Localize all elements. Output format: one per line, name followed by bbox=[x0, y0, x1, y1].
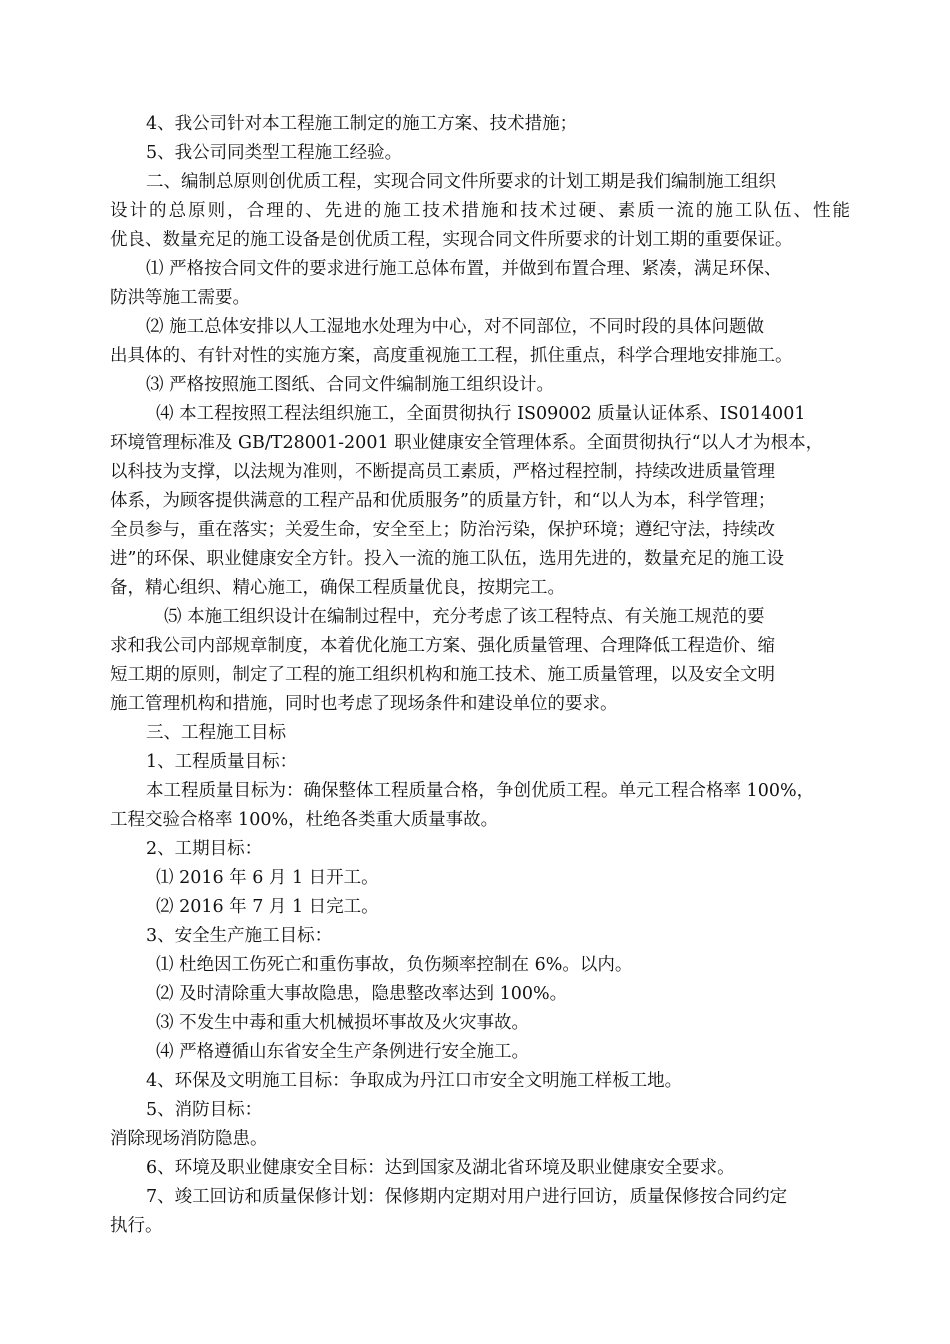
subheading: 4、环保及文明施工目标：争取成为丹江口市安全文明施工样板工地。 bbox=[146, 1071, 683, 1091]
paragraph-line: 工程交验合格率 100%，杜绝各类重大质量事故。 bbox=[110, 810, 499, 830]
paragraph-line: 环境管理标准及 GB/T28001-2001 职业健康安全管理体系。全面贯彻执行“以人才为根本， bbox=[110, 433, 824, 453]
paragraph-line: 本工程质量目标为：确保整体工程质量合格，争创优质工程。单元工程合格率 100%， bbox=[146, 781, 815, 801]
subheading: 7、竣工回访和质量保修计划：保修期内定期对用户进行回访，质量保修按合同约定 bbox=[146, 1187, 788, 1207]
list-item: ⑵ 及时清除重大事故隐患，隐患整改率达到 100%。 bbox=[156, 984, 568, 1004]
subheading: 6、环境及职业健康安全目标：达到国家及湖北省环境及职业健康安全要求。 bbox=[146, 1158, 735, 1178]
list-item: ⑶ 严格按照施工图纸、合同文件编制施工组织设计。 bbox=[146, 375, 555, 395]
section-heading-3: 三、工程施工目标 bbox=[146, 723, 286, 743]
paragraph-line: 设计的总原则，合理的、先进的施工技术措施和技术过硬、素质一流的施工队伍、性能 bbox=[110, 201, 850, 221]
paragraph-line: 4、我公司针对本工程施工制定的施工方案、技术措施； bbox=[146, 114, 578, 134]
paragraph-line: 全员参与，重在落实；关爱生命，安全至上；防治污染，保护环境；遵纪守法，持续改 bbox=[110, 520, 775, 540]
paragraph-line: 施工管理机构和措施，同时也考虑了现场条件和建设单位的要求。 bbox=[110, 694, 618, 714]
list-item: ⑴ 2016 年 6 月 1 日开工。 bbox=[156, 868, 379, 888]
list-item: ⑵ 施工总体安排以人工湿地水处理为中心，对不同部位，不同时段的具体问题做 bbox=[146, 317, 765, 337]
list-item: ⑴ 杜绝因工伤死亡和重伤事故，负伤频率控制在 6%。以内。 bbox=[156, 955, 633, 975]
paragraph-line: 执行。 bbox=[110, 1216, 163, 1236]
paragraph-line: 防洪等施工需要。 bbox=[110, 288, 250, 308]
paragraph-line: 体系，为顾客提供满意的工程产品和优质服务”的质量方针，和“以人为本，科学管理； bbox=[110, 491, 776, 511]
paragraph-line: 进”的环保、职业健康安全方针。投入一流的施工队伍，选用先进的，数量充足的施工设 bbox=[110, 549, 784, 569]
subheading: 1、工程质量目标： bbox=[146, 752, 298, 772]
list-item: ⑵ 2016 年 7 月 1 日完工。 bbox=[156, 897, 379, 917]
paragraph-line: 求和我公司内部规章制度，本着优化施工方案、强化质量管理、合理降低工程造价、缩 bbox=[110, 636, 775, 656]
paragraph-line: 以科技为支撑，以法规为准则，不断提高员工素质，严格过程控制，持续改进质量管理 bbox=[110, 462, 775, 482]
paragraph-line: 备，精心组织、精心施工，确保工程质量优良，按期完工。 bbox=[110, 578, 565, 598]
paragraph-line: 消除现场消防隐患。 bbox=[110, 1129, 268, 1149]
list-item: ⑴ 严格按合同文件的要求进行施工总体布置，并做到布置合理、紧凑，满足环保、 bbox=[146, 259, 782, 279]
paragraph-line: 出具体的、有针对性的实施方案，高度重视施工工程，抓住重点，科学合理地安排施工。 bbox=[110, 346, 793, 366]
subheading: 3、安全生产施工目标： bbox=[146, 926, 333, 946]
list-item: ⑸ 本施工组织设计在编制过程中，充分考虑了该工程特点、有关施工规范的要 bbox=[164, 607, 765, 627]
list-item: ⑷ 本工程按照工程法组织施工，全面贯彻执行 IS09002 质量认证体系、IS014001 bbox=[156, 404, 806, 424]
paragraph-line: 优良、数量充足的施工设备是创优质工程，实现合同文件所要求的计划工期的重要保证。 bbox=[110, 230, 793, 250]
subheading: 2、工期目标： bbox=[146, 839, 263, 859]
paragraph-line: 5、我公司同类型工程施工经验。 bbox=[146, 143, 403, 163]
section-heading-2: 二、编制总原则创优质工程，实现合同文件所要求的计划工期是我们编制施工组织 bbox=[146, 172, 776, 192]
list-item: ⑶ 不发生中毒和重大机械损坏事故及火灾事故。 bbox=[156, 1013, 530, 1033]
subheading: 5、消防目标： bbox=[146, 1100, 263, 1120]
list-item: ⑷ 严格遵循山东省安全生产条例进行安全施工。 bbox=[156, 1042, 530, 1062]
paragraph-line: 短工期的原则，制定了工程的施工组织机构和施工技术、施工质量管理，以及安全文明 bbox=[110, 665, 775, 685]
